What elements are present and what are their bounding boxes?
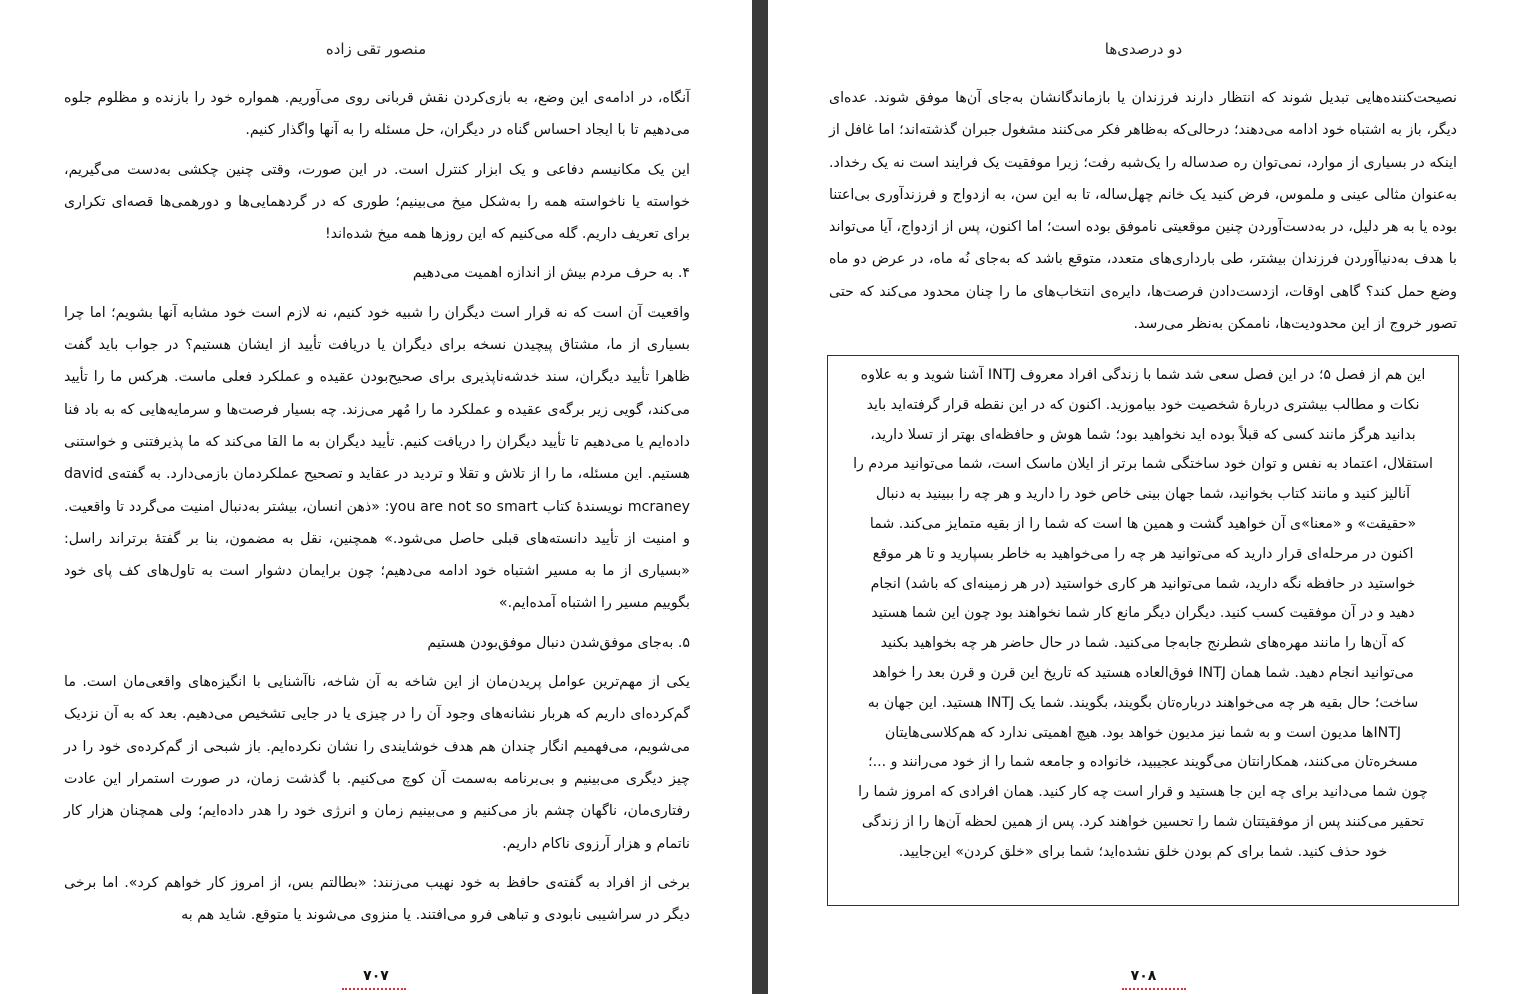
box-line: این هم از فصل ۵؛ در این فصل سعی شد شما با زندگی افراد معروف INTJ آشنا شوید و به علاوه	[860, 367, 1426, 383]
box-line: مسخره‌تان می‌کنند، همکارانتان می‌گویند عجیبید، خانواده و جامعه شما را از خود می‌رانند و ...؛	[868, 754, 1418, 771]
box-line: ساخت؛ حال بقیه هر چه می‌خواهند درباره‌تان بگویند، بگویند. شما یک INTJ هستید. این جهان به	[867, 694, 1419, 711]
right-page	[768, 0, 1519, 994]
box-line: نکات و مطالب بیشتری دربارهٔ شخصیت خود بیاموزید. اکنون که در این نقطه قرار گرفته‌اید باید	[866, 396, 1420, 413]
paragraph: آنگاه، در ادامه‌ی این وضع، به بازی‌کردن نقش قربانی روی می‌آوریم. همواره خود را بازنده و مظلوم جلوه می‌دهیم تا با ایجاد احساس گناه در دیگران، حل مسئله را به آنها واگذار کنیم.	[64, 90, 690, 139]
section-heading: ۴. به حرف مردم بیش از اندازه اهمیت می‌دهیم	[412, 265, 690, 282]
summary-box	[827, 355, 1459, 906]
paragraph: واقعیت آن است که نه قرار است دیگران را شبیه خود کنیم، نه لازم است خود مشابه آنها بشویم؛ اما چرا بسیاری از ما، مشتاق پیچیدن نسخه برای دیگران یا دریافت تأیید از ایشان هستیم؟ در جواب باید گفت ظاهرا تأیید دیگران، سند خدشه‌ناپذیری برای صحیح‌بودن عقیده و عملکرد فعلی ماست. هرکس ما را تأیید می‌کند، گویی زیر برگه‌ی عقیده و عملکرد ما را مُهر می‌زند. چه بسیار فرصت‌ها و سرمایه‌هایی که به باد فنا داده‌ایم یا می‌دهیم تا تأیید دیگران را دریافت کنیم. تأیید دیگران به ما القا می‌کند که ما پذیرفتنی و خواستنی هستیم. این مسئله، ما را از تلاش و تقلا و تردید در عقاید و تصحیح عملکردمان بازمی‌دارد. به گفته‌ی david mcraney نویسندهٔ کتاب you are not so smart: «ذهن انسان، بیشتر به‌دنبال امنیت می‌گردد تا واقعیت. و امنیت از تأیید دانسته‌های قبلی حاصل می‌شود.» همچنین، نقل به مضمون، بنا بر گفتهٔ برتراند راسل: «بسیاری از ما به مسیر اشتباه خود ادامه می‌دهیم؛ چون برایمان دشوار است به تاول‌های کف پای خود بگوییم مسیر را اشتباه آمده‌ایم.»	[64, 304, 691, 612]
left-page	[0, 0, 752, 994]
box-line: «حقیقت» و «معنا»ی آن خواهید گشت و همین ها است که شما را از بقیه متمایز می‌کند. شما	[869, 515, 1417, 532]
box-line: استقلال، اعتماد به نفس و توان خود ساختگی شما برتر از ایلان ماسک است، شما می‌توانید مردم را	[853, 456, 1433, 473]
box-line: اکنون در مرحله‌ای قرار دارید که می‌توانید هر چه را می‌خواهید به خاطر بسپارید و تا هر موقع	[872, 545, 1414, 562]
page-number: ۷۰۷	[363, 968, 389, 984]
box-line: که آن‌ها را مانند مهره‌های شطرنج جابه‌جا می‌کنید. شما در حال حاضر هر چه بخواهید بکنید	[880, 635, 1406, 652]
box-line: می‌توانید انجام دهید. شما همان INTJ فوق‌العاده هستید که تاریخ این قرن و قرن بعد را خواهد	[872, 664, 1414, 681]
section-heading: ۵. به‌جای موفق‌شدن دنبال موفق‌بودن هستیم	[427, 634, 690, 651]
paragraph: این یک مکانیسم دفاعی و یک ابزار کنترل است. در این صورت، وقتی چنین چکشی به‌دست می‌گیریم، خواسته یا ناخواسته همه را به‌شکل میخ می‌بینیم؛ طوری که در گردهمایی‌ها و دورهمی‌ها قصه‌ای تکراری برای تعریف داریم. گله می‌کنیم که این روزها همه میخ شده‌اند!	[64, 161, 690, 243]
paragraph: نصیحت‌کننده‌هایی تبدیل شوند که انتظار دارند فرزندان یا بازماندگانشان به‌جای آن‌ها موفق شوند. عده‌ای دیگر، باز به اشتباه خود ادامه می‌دهند؛ درحالی‌که به‌ظاهر فکر می‌کنند مشغول جبران گذشته‌اند؛ اما غافل از اینکه در بسیاری از موارد، نمی‌توان ره صدساله را یک‌شبه رفت؛ زیرا موفقیت یک فرایند است نه یک رخداد. به‌عنوان مثالی عینی و ملموس، فرض کنید یک خانم چهل‌ساله، تا به این سن، به ازدواج و فرزندآوری بی‌اعتنا بوده یا به هر دلیل، در به‌دست‌آوردن چنین موقعیتی ناموفق بوده است؛ اما اکنون، پس از ازدواج، آیا می‌تواند با هدف به‌دنیاآوردن فرزندان بیشتر، طی بارداری‌های متعدد، متوقع باشد که به‌جای نُه ماه، در عرض دو ماه وضع حمل کند؟ گاهی اوقات، ازدست‌دادن فرصت‌ها، دایره‌ی انتخاب‌های ما را چنان محدود می‌کند که حتی تصور خروج از این محدودیت‌ها، ناممکن به‌نظر می‌رسد.	[829, 90, 1457, 333]
page-gutter-divider	[752, 0, 768, 994]
running-head-author: منصور تقی زاده	[325, 40, 427, 58]
footer-decoration	[342, 988, 406, 994]
paragraph: یکی از مهم‌ترین عوامل پریدن‌مان از این شاخه به آن شاخه، ناآشنایی با انگیزه‌های واقعی‌مان است. ما گم‌کرده‌ای داریم که هربار نشانه‌های وجود آن را در چیزی یا در جایی تشخیص می‌دهیم. بعد که به آن نزدیک می‌شویم، می‌فهمیم انگار چندان هم هدف خوشایندی را نشان نکرده‌ایم. باز شبحی از گم‌کرده‌ی خود را در چیز دیگری می‌بینیم و بی‌برنامه به‌سمت آن کوچ می‌کنیم. با گذشت زمان، در صورت استمرار این عادت رفتاری‌مان، ناگهان چشم باز می‌کنیم و می‌بینیم زمان و انرژی خود را هدر داده‌ایم؛ ولی همچنان هزار کار ناتمام و هزار آرزوی ناکام داریم.	[64, 674, 690, 852]
right-page-body	[829, 82, 1457, 347]
box-line: خود حذف کنید. شما برای کم بودن خلق نشده‌اید؛ شما برای «خلق کردن» این‌جایید.	[898, 843, 1388, 860]
page-number: ۷۰۸	[1130, 968, 1157, 984]
box-line: آنالیز کنید و مانند کتاب بخوانید، شما جهان بینی خاص خود را دارید و هر چه را ببینید به دنبال	[875, 486, 1411, 503]
box-line: بدانید هرگز مانند کسی که قبلاً بوده اید نخواهید بود؛ شما هوش و حافظه‌ای بهتر از تسلا دارید،	[870, 426, 1416, 443]
box-line: خواستید در حافظه نگه دارید، شما می‌توانید هر کاری خواستید (در هر زمینه‌ای که باشد) انجام	[870, 575, 1416, 592]
running-head-title: دو درصدی‌ها	[1104, 40, 1183, 58]
left-page-body	[64, 82, 690, 938]
box-line: INTJها مدیون است و به شما نیز مدیون خواهد بود. هیچ اهمیتی ندارد که هم‌کلاسی‌هایتان	[884, 724, 1402, 741]
paragraph: برخی از افراد به گفته‌ی حافظ به خود نهیب می‌زنند: «بطالتم بس، از امروز کار خواهم کرد». اما برخی دیگر در سراشیبی نابودی و تباهی فرو می‌افتند. یا منزوی می‌شوند یا متوقع. شاید هم به	[64, 874, 690, 924]
footer-decoration	[1122, 988, 1186, 994]
box-line: چون شما می‌دانید برای چه این جا هستید و قرار است چه کار کنید. همان افرادی که امروز شما را	[858, 784, 1428, 801]
box-line: دهید و در آن موفقیت کسب کنید. دیگران دیگر مانع کار شما نخواهند بود چون این شما هستید	[871, 605, 1415, 622]
box-line: تحقیر می‌کنند پس از موفقیتتان شما را تحسین خواهند کرد. پس از همین لحظه آن‌ها را از زندگی	[861, 813, 1425, 830]
